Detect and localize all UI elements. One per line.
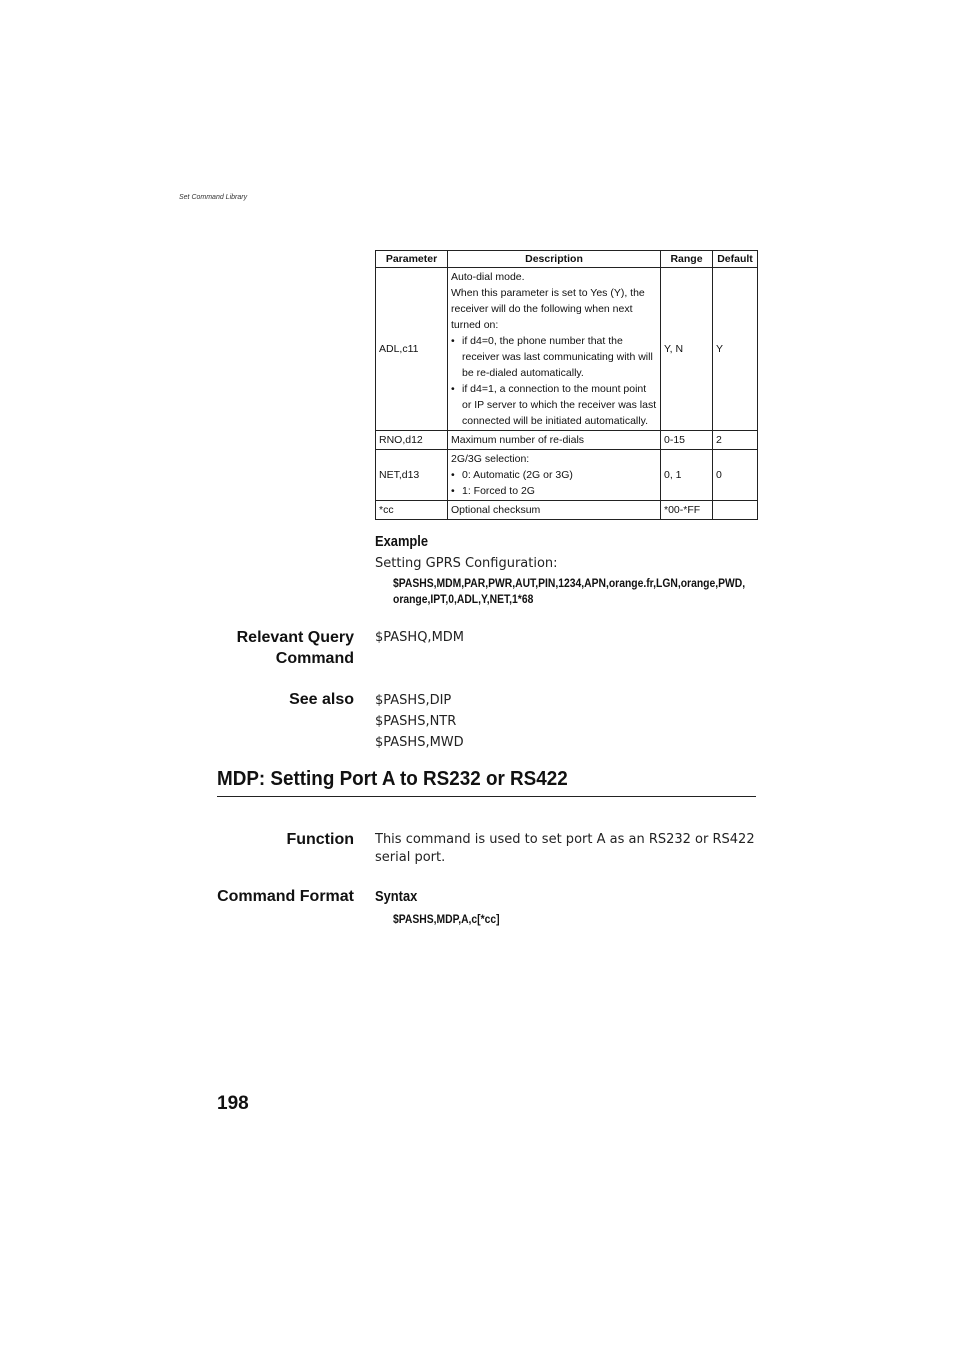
relevant-query-value: $PASHQ,MDM: [375, 630, 465, 645]
see-also-label: See also: [289, 691, 354, 708]
cell-range: Y, N: [661, 268, 713, 431]
function-text-line-2: serial port.: [375, 850, 446, 865]
bullet-item: • 0: Automatic (2G or 3G): [451, 467, 657, 483]
header-description: Description: [448, 251, 661, 268]
table-row: [376, 268, 758, 431]
example-command-line-1: $PASHS,MDM,PAR,PWR,AUT,PIN,1234,APN,orange.fr,LGN,orange,PWD,: [393, 578, 746, 590]
function-text: [375, 831, 755, 867]
description-line: 2G/3G selection:: [451, 453, 530, 465]
cell-default: 2: [713, 431, 758, 450]
cell-range: 0-15: [661, 431, 713, 450]
function-text-line-1: This command is used to set port A as an RS232 or RS422: [375, 832, 755, 847]
bullet-list: [451, 467, 657, 499]
relevant-query-label-line-2: Command: [275, 650, 354, 667]
description-line: Auto-dial mode.: [451, 271, 525, 283]
see-also-item: $PASHS,MWD: [375, 735, 464, 750]
example-heading: Example: [375, 533, 429, 550]
cell-description: [448, 450, 661, 501]
description-line: Optional checksum: [451, 504, 541, 516]
cell-parameter: NET,d13: [376, 450, 448, 501]
table-row: [376, 431, 758, 450]
table-row: [376, 450, 758, 501]
see-also-item: $PASHS,NTR: [375, 714, 457, 729]
running-head: Set Command Library: [179, 194, 248, 201]
section-title: MDP: Setting Port A to RS232 or RS422: [217, 767, 568, 790]
description-line: When this parameter is set to Yes (Y), the receiver will do the following when next turned on:: [451, 287, 645, 331]
header-default: Default: [713, 251, 758, 268]
page-number: 198: [217, 1093, 249, 1114]
section-rule: [217, 796, 756, 797]
syntax-heading: Syntax: [375, 888, 418, 905]
cell-default: 0: [713, 450, 758, 501]
bullet-list: [451, 333, 657, 429]
cell-description: [448, 268, 661, 431]
cell-parameter: *cc: [376, 501, 448, 520]
syntax-command: $PASHS,MDP,A,c[*cc]: [393, 914, 500, 926]
cell-range: 0, 1: [661, 450, 713, 501]
command-format-label: Command Format: [217, 888, 354, 905]
cell-parameter: ADL,c11: [376, 268, 448, 431]
example-intro: Setting GPRS Configuration:: [375, 556, 558, 571]
bullet-item: • if d4=1, a connection to the mount point or IP server to which the receiver was last connected will be initiated automatically.: [451, 381, 657, 429]
cell-parameter: RNO,d12: [376, 431, 448, 450]
parameter-table: [375, 250, 758, 520]
bullet-item: • 1: Forced to 2G: [451, 483, 657, 499]
table-row: [376, 501, 758, 520]
description-line: Maximum number of re-dials: [451, 434, 585, 446]
see-also-list: [375, 690, 464, 753]
table-header-row: [376, 251, 758, 268]
cell-description: [448, 431, 661, 450]
cell-range: *00-*FF: [661, 501, 713, 520]
header-range: Range: [661, 251, 713, 268]
cell-description: [448, 501, 661, 520]
example-command-line-2: orange,IPT,0,ADL,Y,NET,1*68: [393, 594, 534, 606]
relevant-query-label-line-1: Relevant Query: [236, 629, 354, 646]
cell-default: Y: [713, 268, 758, 431]
cell-default: [713, 501, 758, 520]
relevant-query-label: [237, 627, 354, 669]
bullet-item: • if d4=0, the phone number that the receiver was last communicating with will be re-dialed automatically.: [451, 333, 657, 381]
see-also-item: $PASHS,DIP: [375, 693, 452, 708]
function-label: Function: [286, 831, 354, 848]
header-parameter: Parameter: [376, 251, 448, 268]
